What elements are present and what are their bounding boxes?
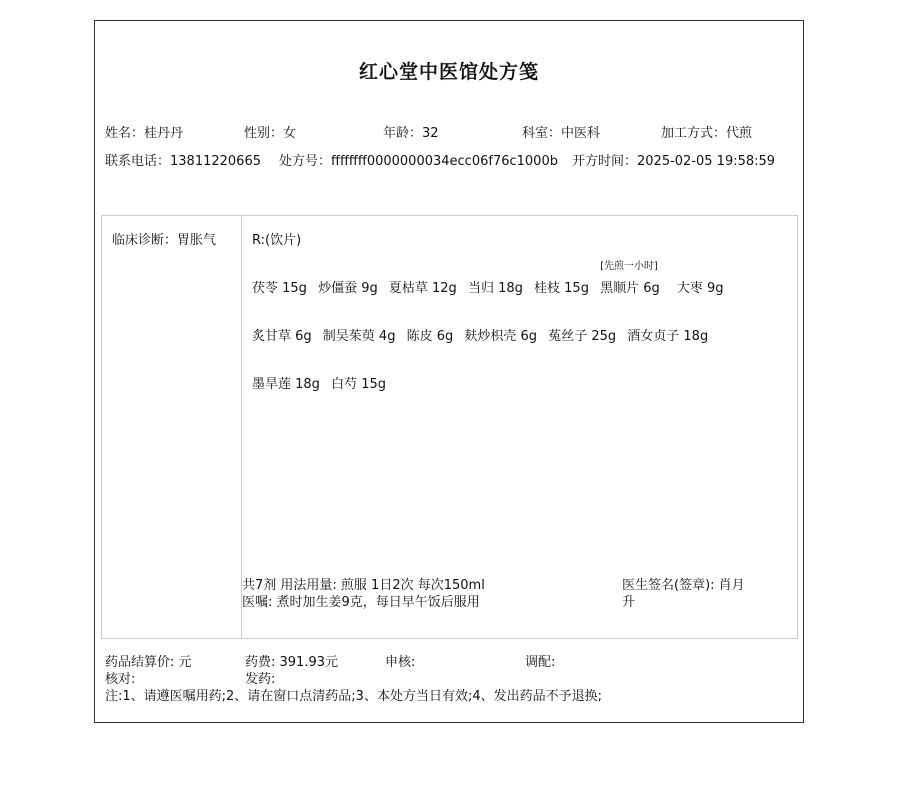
herb-item: 墨旱莲 18g — [252, 377, 320, 392]
patient-age: 年龄：32 — [383, 126, 439, 141]
column-divider — [241, 216, 242, 638]
rx-label: R:(饮片) — [252, 233, 302, 248]
prescription-body — [101, 215, 798, 639]
page-title: 红心堂中医馆处方笺 — [358, 61, 539, 83]
herb-item: 陈皮 6g — [406, 329, 454, 344]
dosage-text: 共7剂 用法用量: 煎服 1日2次 每次150ml — [242, 578, 485, 593]
prescription-number: 处方号：ffffffff0000000034ecc06f76c1000b — [279, 154, 558, 169]
processing-method: 加工方式：代煎 — [661, 126, 753, 141]
issue-field: 发药: — [245, 672, 276, 687]
herb-item: 夏枯草 12g — [388, 281, 457, 296]
herb-item: 制吴茱萸 4g — [322, 329, 396, 344]
check-field: 核对: — [105, 672, 136, 687]
herb-note: [先煎一小时] — [600, 261, 658, 272]
doctor-advice: 医嘱: 煮时加生姜9克，每日早午饭后服用 — [242, 595, 480, 610]
herb-item: 炙甘草 6g — [252, 329, 312, 344]
herb-item: 炒僵蚕 9g — [318, 281, 378, 296]
prescription-sheet — [94, 20, 804, 723]
usage-instructions — [242, 577, 485, 611]
herb-line-3 — [252, 373, 393, 392]
herb-item: 菟丝子 25g — [548, 329, 617, 344]
herb-item: 桂枝 15g — [534, 281, 589, 296]
drug-fee: 药费: 391.93元 — [245, 655, 338, 670]
herb-item: 麸炒枳壳 6g — [464, 329, 538, 344]
herb-item: 酒女贞子 18g — [627, 329, 709, 344]
dispense-field: 调配: — [525, 655, 556, 670]
patient-gender: 性别：女 — [244, 126, 297, 141]
settlement-price: 药品结算价: 元 — [105, 655, 192, 670]
doctor-signature: 医生签名(签章): 肖月升 — [622, 578, 745, 610]
department: 科室：中医科 — [522, 126, 601, 141]
herb-item: [先煎一小时] 黑顺片 6g — [600, 277, 660, 296]
patient-name: 姓名：桂丹丹 — [105, 126, 184, 141]
review-field: 申核: — [385, 655, 416, 670]
herb-line-2 — [252, 325, 715, 344]
herb-item: 当归 18g — [467, 281, 523, 296]
clinical-diagnosis: 临床诊断：胃胀气 — [112, 233, 217, 248]
herb-line-1 — [252, 261, 731, 296]
prescription-time: 开方时间：2025-02-05 19:58:59 — [572, 154, 776, 169]
herb-item: 茯苓 15g — [252, 281, 307, 296]
contact-phone: 联系电话：13811220665 — [105, 154, 261, 169]
herb-item: 大枣 9g — [676, 281, 724, 296]
herb-item: 白芍 15g — [331, 377, 387, 392]
footer-note: 注:1、请遵医嘱用药;2、请在窗口点清药品;3、本处方当日有效;4、发出药品不予退换; — [105, 689, 602, 704]
